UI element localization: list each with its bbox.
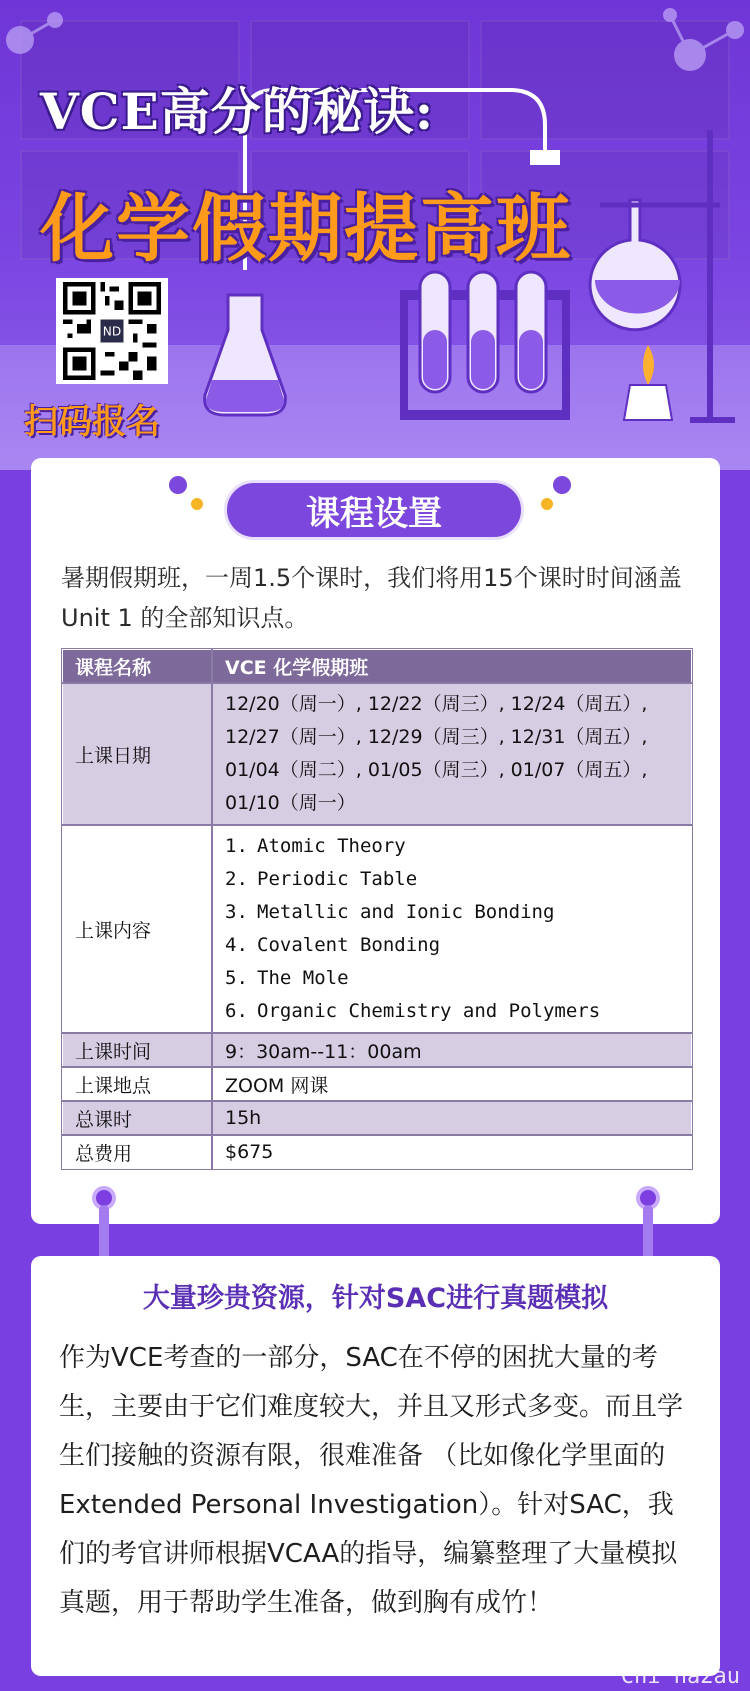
list-item	[225, 896, 691, 929]
qr-logo: ND	[102, 324, 122, 339]
qr-code-icon[interactable]	[56, 278, 168, 384]
content-label: 上课内容	[62, 825, 212, 1033]
topic-number: 4.	[225, 934, 248, 956]
content-value	[212, 825, 692, 1033]
resources-card	[31, 1256, 720, 1676]
test-tube-rack-icon	[400, 272, 570, 420]
location-label: 上课地点	[62, 1067, 212, 1101]
conical-flask-icon	[205, 295, 286, 415]
course-name-value: VCE 化学假期班	[212, 649, 692, 683]
watermark: Chi na2au	[620, 1664, 740, 1689]
decor-dot	[191, 498, 203, 510]
course-intro-text: 暑期假期班，一周1.5个课时，我们将用15个课时时间涵盖Unit 1 的全部知识点。	[61, 564, 682, 632]
table-row	[62, 683, 692, 825]
table-row	[62, 1033, 692, 1067]
list-item	[225, 962, 691, 995]
headline-line-1: VCE高分的秘诀:	[40, 82, 435, 141]
resources-title: 大量珍贵资源，针对SAC进行真题模拟	[142, 1283, 609, 1314]
total-fee-label: 总费用	[62, 1135, 212, 1169]
decor-dot	[541, 498, 553, 510]
resources-body-text: 作为VCE考查的一部分，SAC在不停的困扰大量的考生，主要由于它们难度较大，并且又形式多变。而且学生们接触的资源有限，很难准备 （比如像化学里面的Extended Personal Investigation）。针对SAC，我们的考官讲师根据VCAA的指导，编纂整理了大量模拟真题，用于帮助学生准备，做到胸有成竹！	[59, 1343, 684, 1618]
course-settings-card	[31, 458, 720, 1224]
topic-list	[225, 826, 691, 1032]
total-hours-value: 15h	[212, 1101, 692, 1135]
total-hours-label: 总课时	[62, 1101, 212, 1135]
list-item	[225, 830, 691, 863]
scan-to-register-label: 扫码报名	[24, 402, 160, 442]
round-flask-icon	[590, 130, 735, 420]
list-item	[225, 995, 691, 1028]
decor-dot	[553, 476, 571, 494]
dates-value	[212, 683, 692, 825]
time-value: 9：30am--11：00am	[212, 1033, 692, 1067]
list-item	[225, 863, 691, 896]
date-line: 01/04（周二）, 01/05（周三）, 01/07（周五）,	[225, 759, 648, 781]
topic-number: 5.	[225, 967, 248, 989]
topic-text: Periodic Table	[257, 868, 418, 890]
topic-number: 3.	[225, 901, 248, 923]
table-row	[62, 1135, 692, 1169]
section-title-pill: 课程设置	[224, 480, 524, 540]
course-info-table	[61, 648, 693, 1170]
tube-clamp	[530, 150, 560, 165]
table-row	[62, 649, 692, 683]
table-row	[62, 1101, 692, 1135]
burner-icon	[624, 345, 672, 420]
date-line: 12/20（周一）, 12/22（周三）, 12/24（周五）,	[225, 693, 648, 715]
list-item	[225, 929, 691, 962]
topic-text: Atomic Theory	[257, 835, 406, 857]
topic-text: Metallic and Ionic Bonding	[257, 901, 555, 923]
topic-number: 6.	[225, 1000, 248, 1022]
course-name-label: 课程名称	[62, 649, 212, 683]
table-row	[62, 825, 692, 1033]
table-row	[62, 1067, 692, 1101]
topic-number: 1.	[225, 835, 248, 857]
date-line: 12/27（周一）, 12/29（周三）, 12/31（周五）,	[225, 726, 648, 748]
time-label: 上课时间	[62, 1033, 212, 1067]
headline-line-2: 化学假期提高班	[40, 186, 572, 272]
molecule-icon	[6, 8, 744, 71]
topic-text: The Mole	[257, 967, 349, 989]
dates-label: 上课日期	[62, 683, 212, 825]
topic-text: Covalent Bonding	[257, 934, 441, 956]
topic-text: Organic Chemistry and Polymers	[257, 1000, 601, 1022]
location-value: ZOOM 网课	[212, 1067, 692, 1101]
decor-dot	[169, 476, 187, 494]
total-fee-value: $675	[212, 1135, 692, 1169]
date-line: 01/10（周一）	[225, 792, 356, 814]
topic-number: 2.	[225, 868, 248, 890]
hero-banner	[0, 0, 750, 470]
